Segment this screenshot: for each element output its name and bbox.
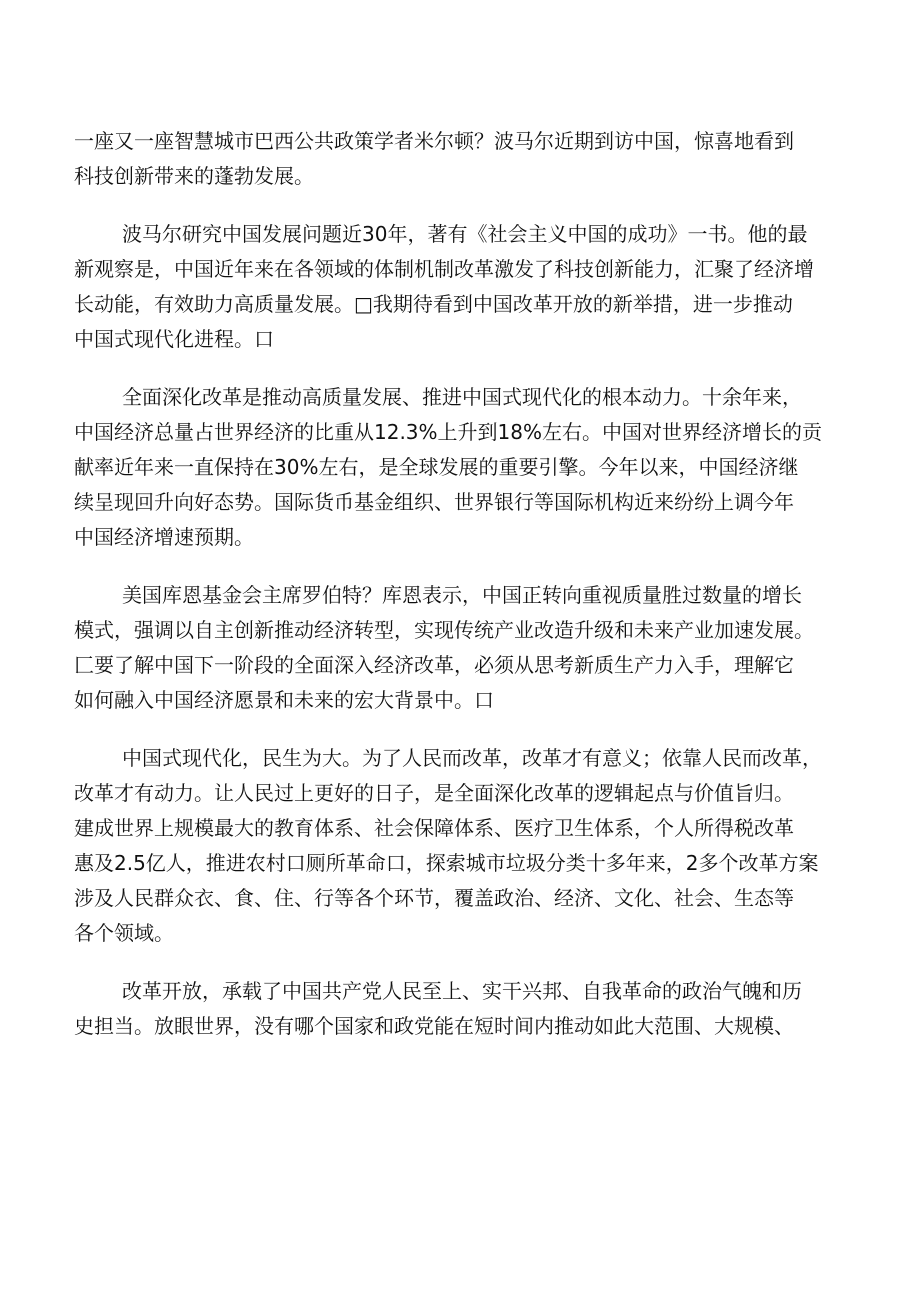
paragraph-1 [74,124,864,194]
text-line: 各个领域。 [74,921,174,945]
text-line: 中国经济增速预期。 [74,525,254,549]
paragraph-4 [74,578,864,718]
text-line: 匚要了解中国下一阶段的全面深入经济改革，必须从思考新质生产力入手，理解它 [74,653,794,677]
text-line: 模式，强调以自主创新推动经济转型，实现传统产业改造升级和未来产业加速发展。 [74,618,814,642]
text-line: 献率近年来一直保持在30%左右，是全球发展的重要引擎。今年以来，中国经济继 [74,455,799,479]
text-line: 惠及2.5亿人，推进农村口厕所革命口，探索城市垃圾分类十多年来，2多个改革方案 [74,851,819,875]
paragraph-6 [74,974,864,1044]
text-line: 长动能，有效助力高质量发展。□我期待看到中国改革开放的新举措，进一步推动 [74,292,793,316]
document-body [74,124,864,1067]
text-line: 建成世界上规模最大的教育体系、社会保障体系、医疗卫生体系，个人所得税改革 [74,816,794,840]
text-line: 波马尔研究中国发展问题近30年，著有《社会主义中国的成功》一书。他的最 [122,222,808,246]
text-line: 续呈现回升向好态势。国际货币基金组织、世界银行等国际机构近来纷纷上调今年 [74,490,794,514]
text-line: 全面深化改革是推动高质量发展、推进中国式现代化的根本动力。十余年来， [122,385,802,409]
paragraph-2 [74,217,864,357]
text-line: 改革开放，承载了中国共产党人民至上、实干兴邦、自我革命的政治气魄和历 [122,979,802,1003]
text-line: 如何融入中国经济愿景和未来的宏大背景中。口 [74,688,494,712]
text-line: 中国式现代化，民生为大。为了人民而改革，改革才有意义；依靠人民而改革， [122,746,822,770]
text-line: 新观察是，中国近年来在各领域的体制机制改革激发了科技创新能力，汇聚了经济增 [74,257,814,281]
text-line: 改革才有动力。让人民过上更好的日子，是全面深化改革的逻辑起点与价值旨归。 [74,781,794,805]
text-line: 中国经济总量占世界经济的比重从12.3%上升到18%左右。中国对世界经济增长的贡 [74,420,822,444]
text-line: 涉及人民群众衣、食、住、行等各个环节，覆盖政治、经济、文化、社会、生态等 [74,886,794,910]
paragraph-5 [74,741,864,951]
text-line: 中国式现代化进程。口 [74,327,274,351]
text-line: 美国库恩基金会主席罗伯特？库恩表示，中国正转向重视质量胜过数量的增长 [122,583,802,607]
text-line: 一座又一座智慧城市巴西公共政策学者米尔顿？波马尔近期到访中国，惊喜地看到 [74,129,794,153]
text-line: 科技创新带来的蓬勃发展。 [74,164,314,188]
text-line: 史担当。放眼世界，没有哪个国家和政党能在短时间内推动如此大范围、大规模、 [74,1014,794,1038]
paragraph-3 [74,380,864,555]
